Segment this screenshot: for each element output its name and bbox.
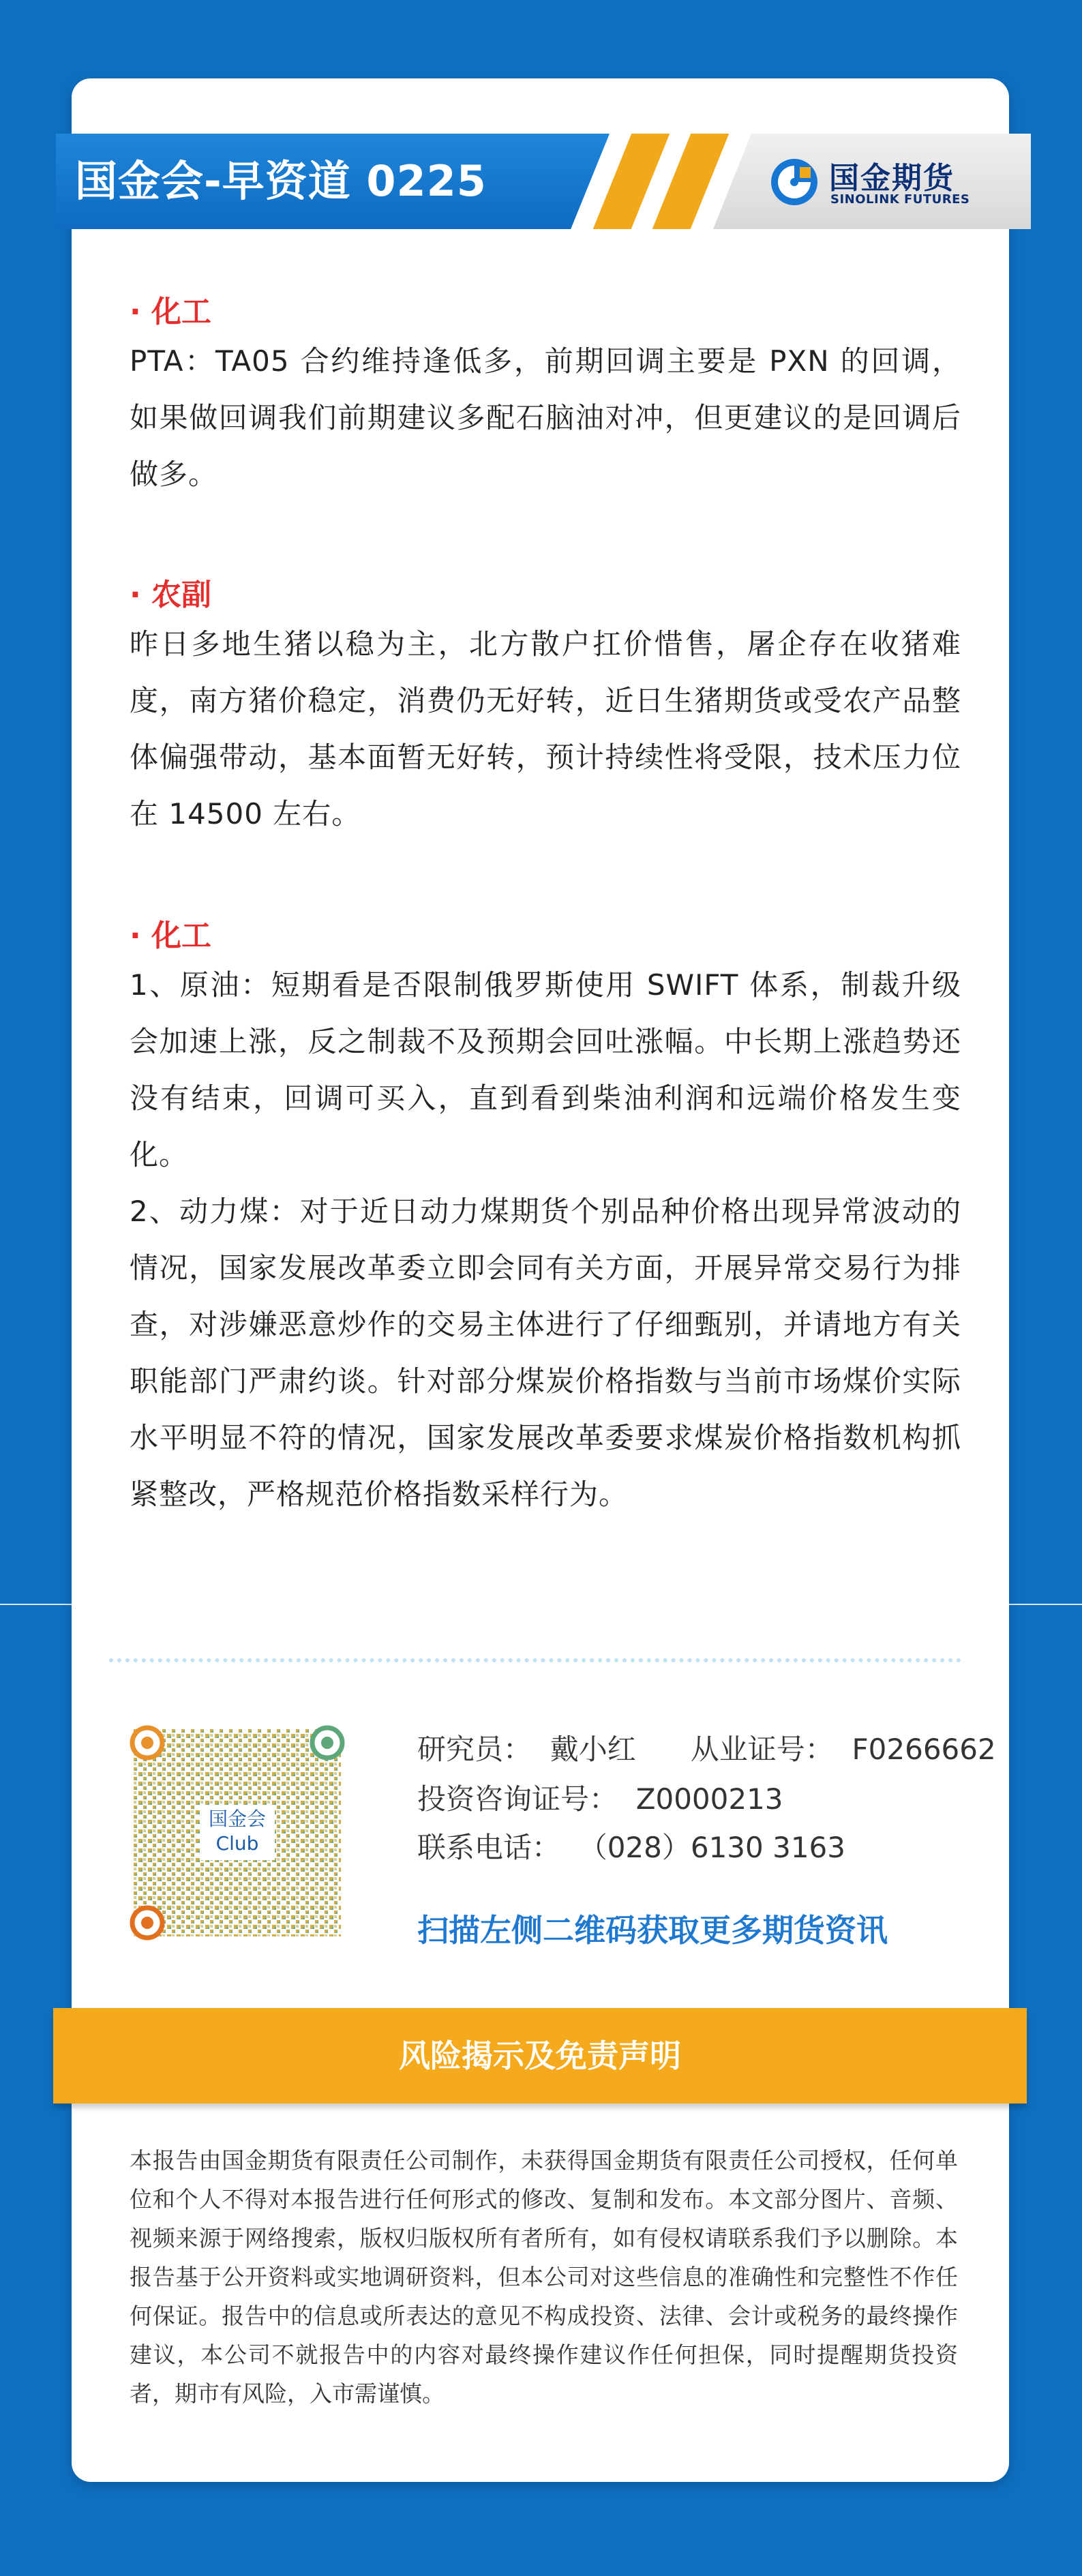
contact-phone: 联系电话： （028）6130 3163 (417, 1831, 845, 1864)
page-title: 国金会-早资道 0225 (75, 156, 487, 206)
qr-label (200, 1807, 275, 1856)
researcher-info: 研究员： 戴小红 从业证号： F0266662 (417, 1733, 996, 1766)
section-paragraph: 2、动力煤：对于近日动力煤期货个别品种价格出现异常波动的情况，国家发展改革委立即会同有关方面，开展异常交易行为排查，对涉嫌恶意炒作的交易主体进行了仔细甄别，并请地方有关职能部门严肃约谈。针对部分煤炭价格指数与当前市场煤价实际水平明显不符的情况，国家发展改革委要求煤炭价格指数机构抓紧整改，严格规范价格指数采样行为。 (130, 1195, 961, 1511)
section-chemical-1 (130, 292, 961, 503)
scan-tip: 扫描左侧二维码获取更多期货资讯 (417, 1912, 888, 1949)
dotted-divider (109, 1658, 961, 1662)
qr-label-line: 国金会 (208, 1808, 266, 1830)
logo-name-cn: 国金期货 (829, 161, 955, 196)
consult-cert: 投资咨询证号： Z0000213 (417, 1782, 783, 1816)
section-paragraph: PTA：TA05 合约维持逢低多，前期回调主要是 PXN 的回调，如果做回调我们前期建议多配石脑油对冲，但更建议的是回调后做多。 (130, 344, 961, 491)
section-paragraph: 昨日多地生猪以稳为主，北方散户扛价惜售，屠企存在收猪难度，南方猪价稳定，消费仍无好转，近日生猪期货或受农产品整体偏强带动，基本面暂无好转，预计持续性将受限，技术压力位在 14500 左右。 (130, 627, 961, 830)
section-heading: · 农副 (130, 578, 212, 612)
risk-banner-title: 风险揭示及免责声明 (53, 2008, 1027, 2103)
section-agri (130, 575, 961, 842)
section-heading: · 化工 (130, 295, 212, 329)
section-paragraph: 1、原油：短期看是否限制俄罗斯使用 SWIFT 体系，制裁升级会加速上涨，反之制裁不及预期会回吐涨幅。中长期上涨趋势还没有结束，回调可买入，直到看到柴油利润和远端价格发生变化。 (130, 968, 961, 1171)
section-chemical-2 (130, 916, 961, 1523)
logo-name-en: SINOLINK FUTURES (830, 192, 970, 207)
sinolink-logo-icon (768, 156, 820, 208)
disclaimer-text: 本报告由国金期货有限责任公司制作，未获得国金期货有限责任公司授权，任何单位和个人不得对本报告进行任何形式的修改、复制和发布。本文部分图片、音频、视频来源于网络搜索，版权归版权所有者所有，如有侵权请联系我们予以删除。本报告基于公开资料或实地调研资料，但本公司对这些信息的准确性和完整性不作任何保证。报告中的信息或所表达的意见不构成投资、法律、会计或税务的最终操作建议，本公司不就报告中的内容对最终操作建议作任何担保，同时提醒期货投资者，期市有风险，入市需谨慎。 (130, 2147, 958, 2407)
section-heading: · 化工 (130, 918, 212, 953)
qr-label-line: Club (215, 1832, 259, 1855)
